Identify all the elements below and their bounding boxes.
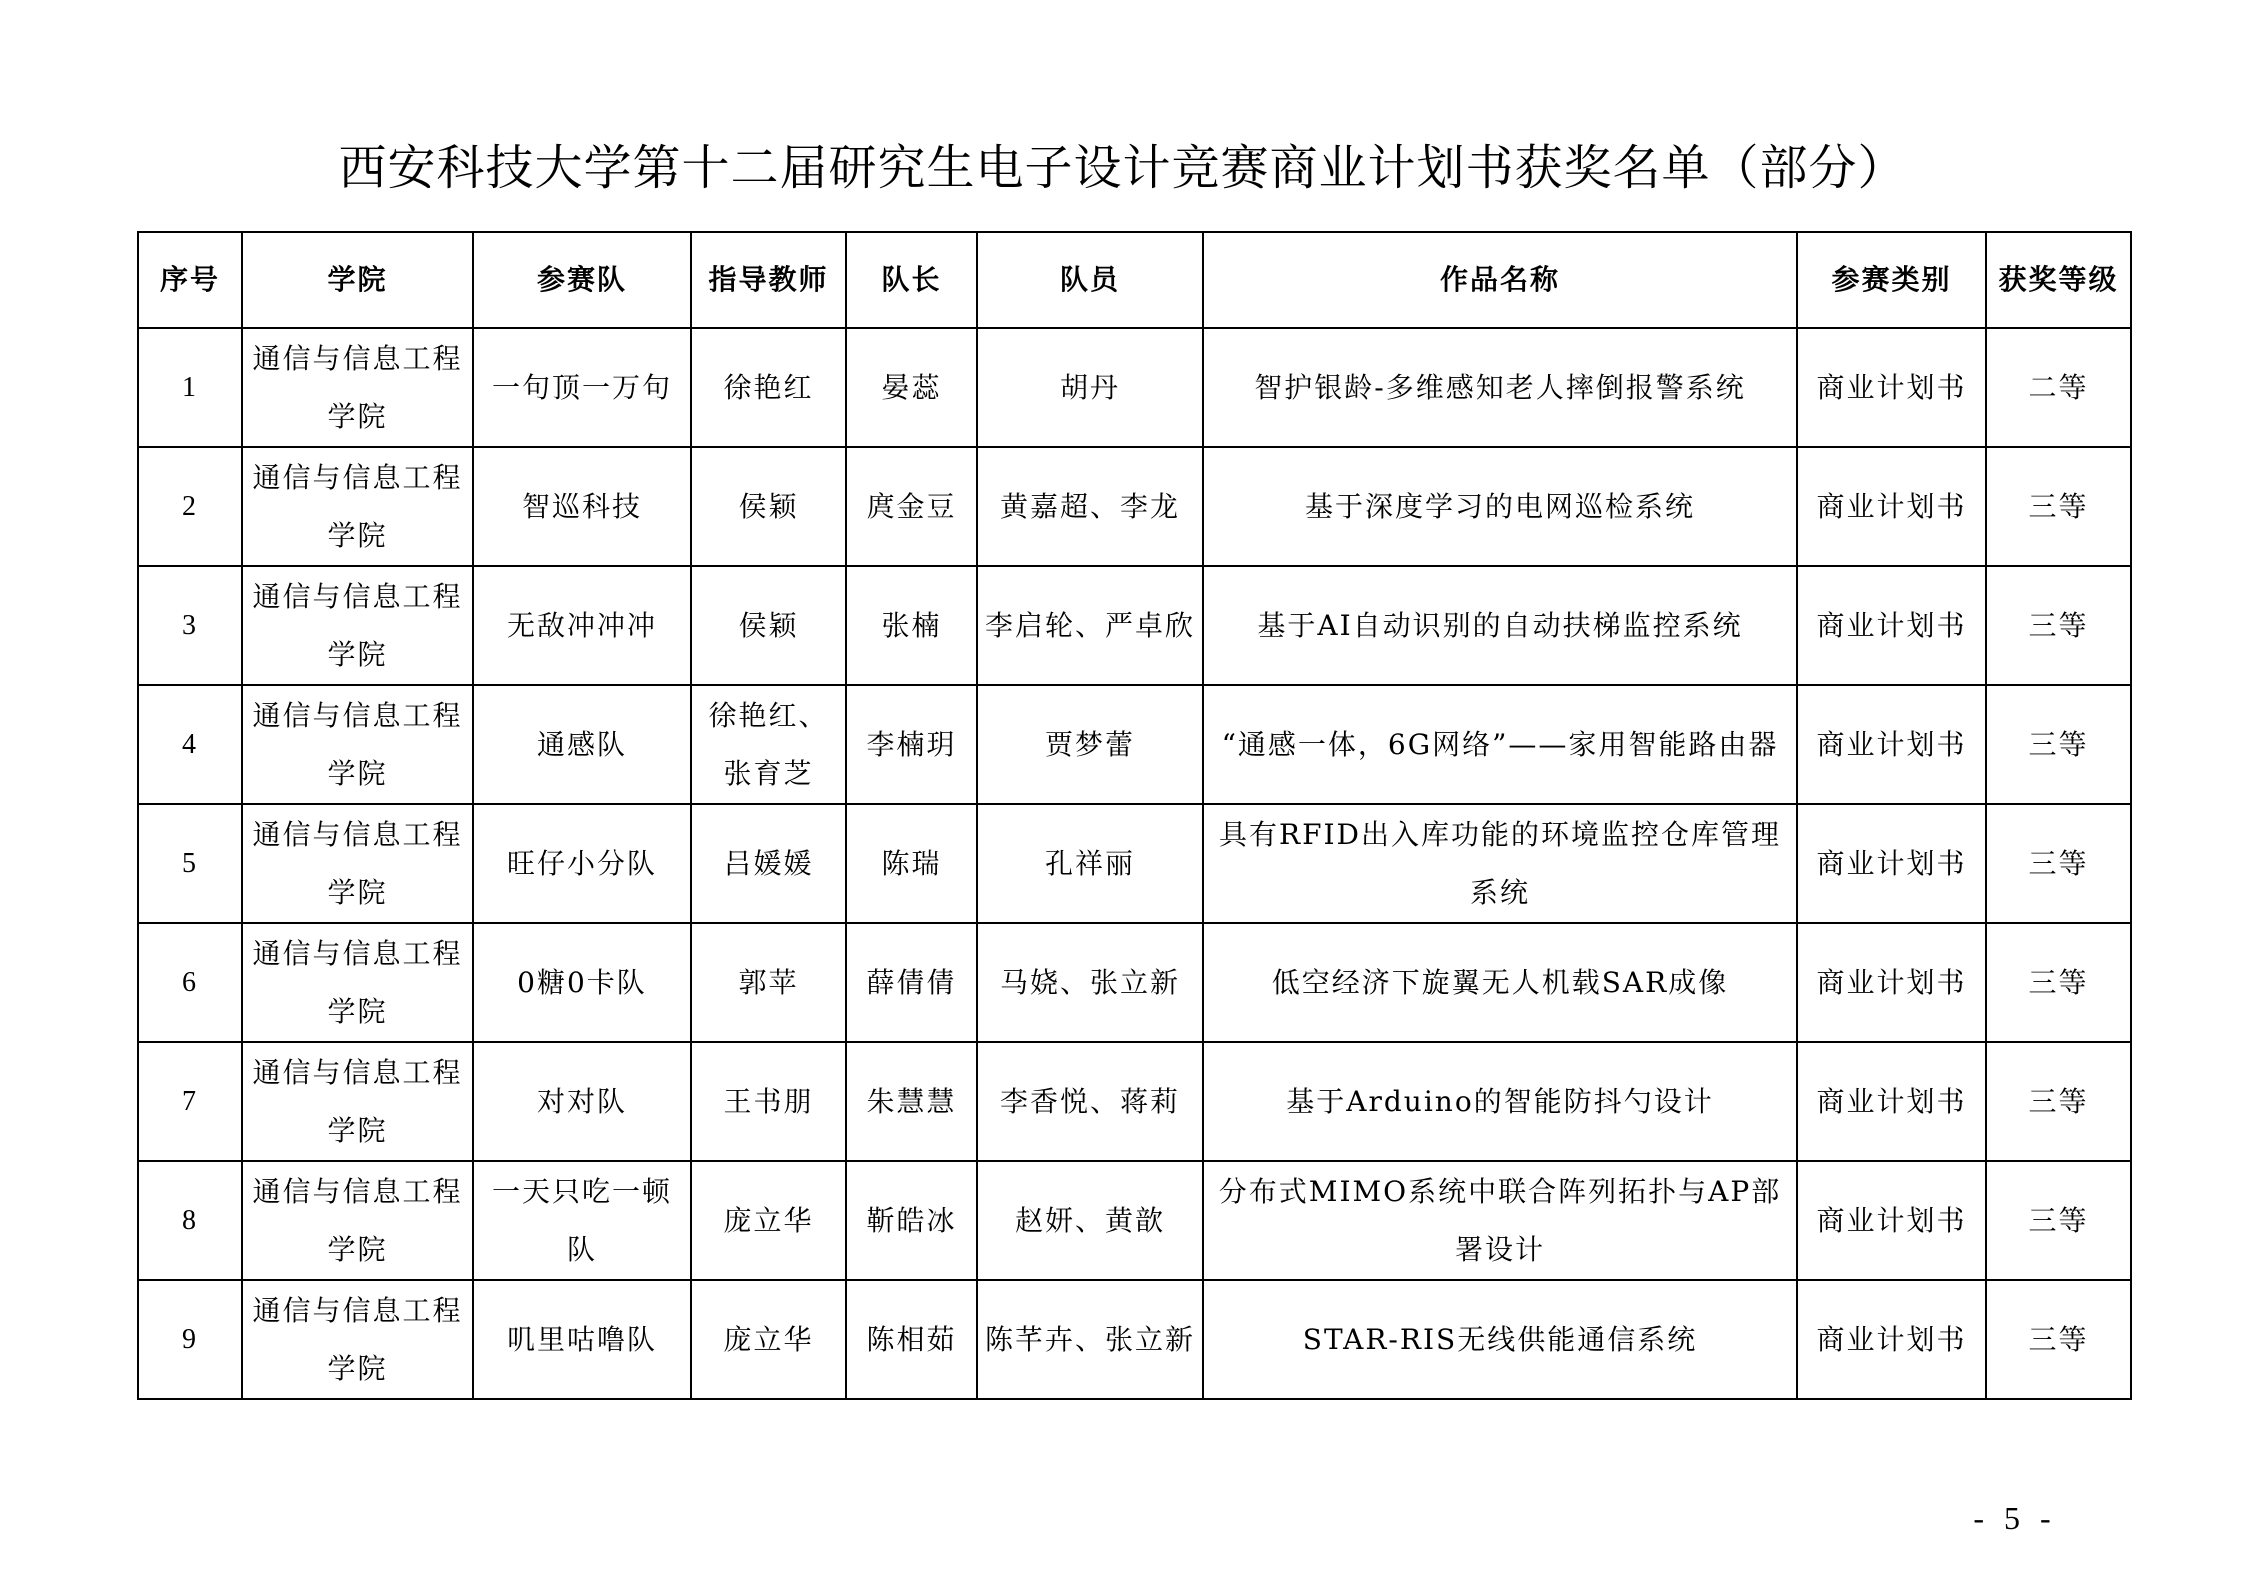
cell-members: 胡丹: [977, 328, 1203, 447]
page-title: 西安科技大学第十二届研究生电子设计竞赛商业计划书获奖名单（部分）: [338, 140, 1907, 196]
cell-category: 商业计划书: [1797, 1042, 1986, 1161]
cell-index: 3: [138, 566, 242, 685]
table-row: [138, 566, 2131, 685]
cell-index: 1: [138, 328, 242, 447]
cell-college: 通信与信息工程学院: [242, 804, 473, 923]
cell-advisor: 郭苹: [691, 923, 846, 1042]
cell-award: 三等: [1986, 685, 2131, 804]
cell-captain: 朱慧慧: [846, 1042, 977, 1161]
table-row: [138, 447, 2131, 566]
cell-team: 叽里咕噜队: [473, 1280, 691, 1399]
cell-advisor: 侯颖: [691, 566, 846, 685]
cell-college: 通信与信息工程学院: [242, 566, 473, 685]
cell-index: 4: [138, 685, 242, 804]
table-row: [138, 685, 2131, 804]
cell-project: 智护银龄-多维感知老人摔倒报警系统: [1203, 328, 1797, 447]
cell-category: 商业计划书: [1797, 566, 1986, 685]
header-project: 作品名称: [1203, 232, 1797, 328]
cell-college: 通信与信息工程学院: [242, 685, 473, 804]
header-college: 学院: [242, 232, 473, 328]
cell-captain: 李楠玥: [846, 685, 977, 804]
cell-advisor: 徐艳红、张育芝: [691, 685, 846, 804]
table-row: [138, 1161, 2131, 1280]
cell-category: 商业计划书: [1797, 1280, 1986, 1399]
cell-college: 通信与信息工程学院: [242, 1161, 473, 1280]
cell-team: 通感队: [473, 685, 691, 804]
cell-advisor: 徐艳红: [691, 328, 846, 447]
cell-team: 一天只吃一顿队: [473, 1161, 691, 1280]
cell-award: 三等: [1986, 1161, 2131, 1280]
cell-college: 通信与信息工程学院: [242, 447, 473, 566]
header-award: 获奖等级: [1986, 232, 2131, 328]
header-team: 参赛队: [473, 232, 691, 328]
cell-captain: 陈相茹: [846, 1280, 977, 1399]
cell-college: 通信与信息工程学院: [242, 1280, 473, 1399]
cell-award: 三等: [1986, 1042, 2131, 1161]
cell-index: 2: [138, 447, 242, 566]
cell-award: 三等: [1986, 1280, 2131, 1399]
table-row: [138, 923, 2131, 1042]
cell-index: 5: [138, 804, 242, 923]
cell-team: 一句顶一万句: [473, 328, 691, 447]
cell-category: 商业计划书: [1797, 328, 1986, 447]
cell-captain: 靳皓冰: [846, 1161, 977, 1280]
cell-project: 低空经济下旋翼无人机载SAR成像: [1203, 923, 1797, 1042]
cell-captain: 陈瑞: [846, 804, 977, 923]
cell-members: 孔祥丽: [977, 804, 1203, 923]
cell-project: 具有RFID出入库功能的环境监控仓库管理系统: [1203, 804, 1797, 923]
header-members: 队员: [977, 232, 1203, 328]
cell-category: 商业计划书: [1797, 923, 1986, 1042]
cell-project: STAR-RIS无线供能通信系统: [1203, 1280, 1797, 1399]
cell-captain: 薛倩倩: [846, 923, 977, 1042]
cell-advisor: 庞立华: [691, 1161, 846, 1280]
cell-index: 9: [138, 1280, 242, 1399]
cell-award: 三等: [1986, 804, 2131, 923]
cell-category: 商业计划书: [1797, 1161, 1986, 1280]
page-number: - 5 -: [1973, 1500, 2057, 1536]
cell-college: 通信与信息工程学院: [242, 923, 473, 1042]
cell-project: 基于AI自动识别的自动扶梯监控系统: [1203, 566, 1797, 685]
table-row: [138, 804, 2131, 923]
header-advisor: 指导教师: [691, 232, 846, 328]
cell-index: 6: [138, 923, 242, 1042]
cell-members: 陈芊卉、张立新: [977, 1280, 1203, 1399]
cell-advisor: 侯颖: [691, 447, 846, 566]
cell-members: 马娆、张立新: [977, 923, 1203, 1042]
table-row: [138, 1042, 2131, 1161]
cell-college: 通信与信息工程学院: [242, 1042, 473, 1161]
cell-members: 赵妍、黄歆: [977, 1161, 1203, 1280]
table-header-row: [138, 232, 2131, 328]
cell-award: 三等: [1986, 566, 2131, 685]
award-table: [137, 231, 2132, 1400]
cell-category: 商业计划书: [1797, 804, 1986, 923]
cell-captain: 张楠: [846, 566, 977, 685]
cell-award: 三等: [1986, 447, 2131, 566]
cell-captain: 晏蕊: [846, 328, 977, 447]
cell-project: “通感一体，6G网络”——家用智能路由器: [1203, 685, 1797, 804]
cell-category: 商业计划书: [1797, 685, 1986, 804]
cell-college: 通信与信息工程学院: [242, 328, 473, 447]
header-captain: 队长: [846, 232, 977, 328]
header-index: 序号: [138, 232, 242, 328]
cell-team: 对对队: [473, 1042, 691, 1161]
table-row: [138, 328, 2131, 447]
cell-team: 智巡科技: [473, 447, 691, 566]
cell-award: 三等: [1986, 923, 2131, 1042]
table-row: [138, 1280, 2131, 1399]
cell-index: 7: [138, 1042, 242, 1161]
header-category: 参赛类别: [1797, 232, 1986, 328]
cell-captain: 庹金豆: [846, 447, 977, 566]
cell-advisor: 庞立华: [691, 1280, 846, 1399]
cell-members: 贾梦蕾: [977, 685, 1203, 804]
cell-category: 商业计划书: [1797, 447, 1986, 566]
cell-award: 二等: [1986, 328, 2131, 447]
cell-index: 8: [138, 1161, 242, 1280]
cell-members: 李香悦、蒋莉: [977, 1042, 1203, 1161]
cell-project: 基于深度学习的电网巡检系统: [1203, 447, 1797, 566]
cell-members: 李启轮、严卓欣: [977, 566, 1203, 685]
cell-project: 基于Arduino的智能防抖勺设计: [1203, 1042, 1797, 1161]
cell-team: 旺仔小分队: [473, 804, 691, 923]
cell-advisor: 王书朋: [691, 1042, 846, 1161]
cell-team: 无敌冲冲冲: [473, 566, 691, 685]
cell-project: 分布式MIMO系统中联合阵列拓扑与AP部署设计: [1203, 1161, 1797, 1280]
cell-advisor: 吕媛媛: [691, 804, 846, 923]
cell-team: 0糖0卡队: [473, 923, 691, 1042]
cell-members: 黄嘉超、李龙: [977, 447, 1203, 566]
